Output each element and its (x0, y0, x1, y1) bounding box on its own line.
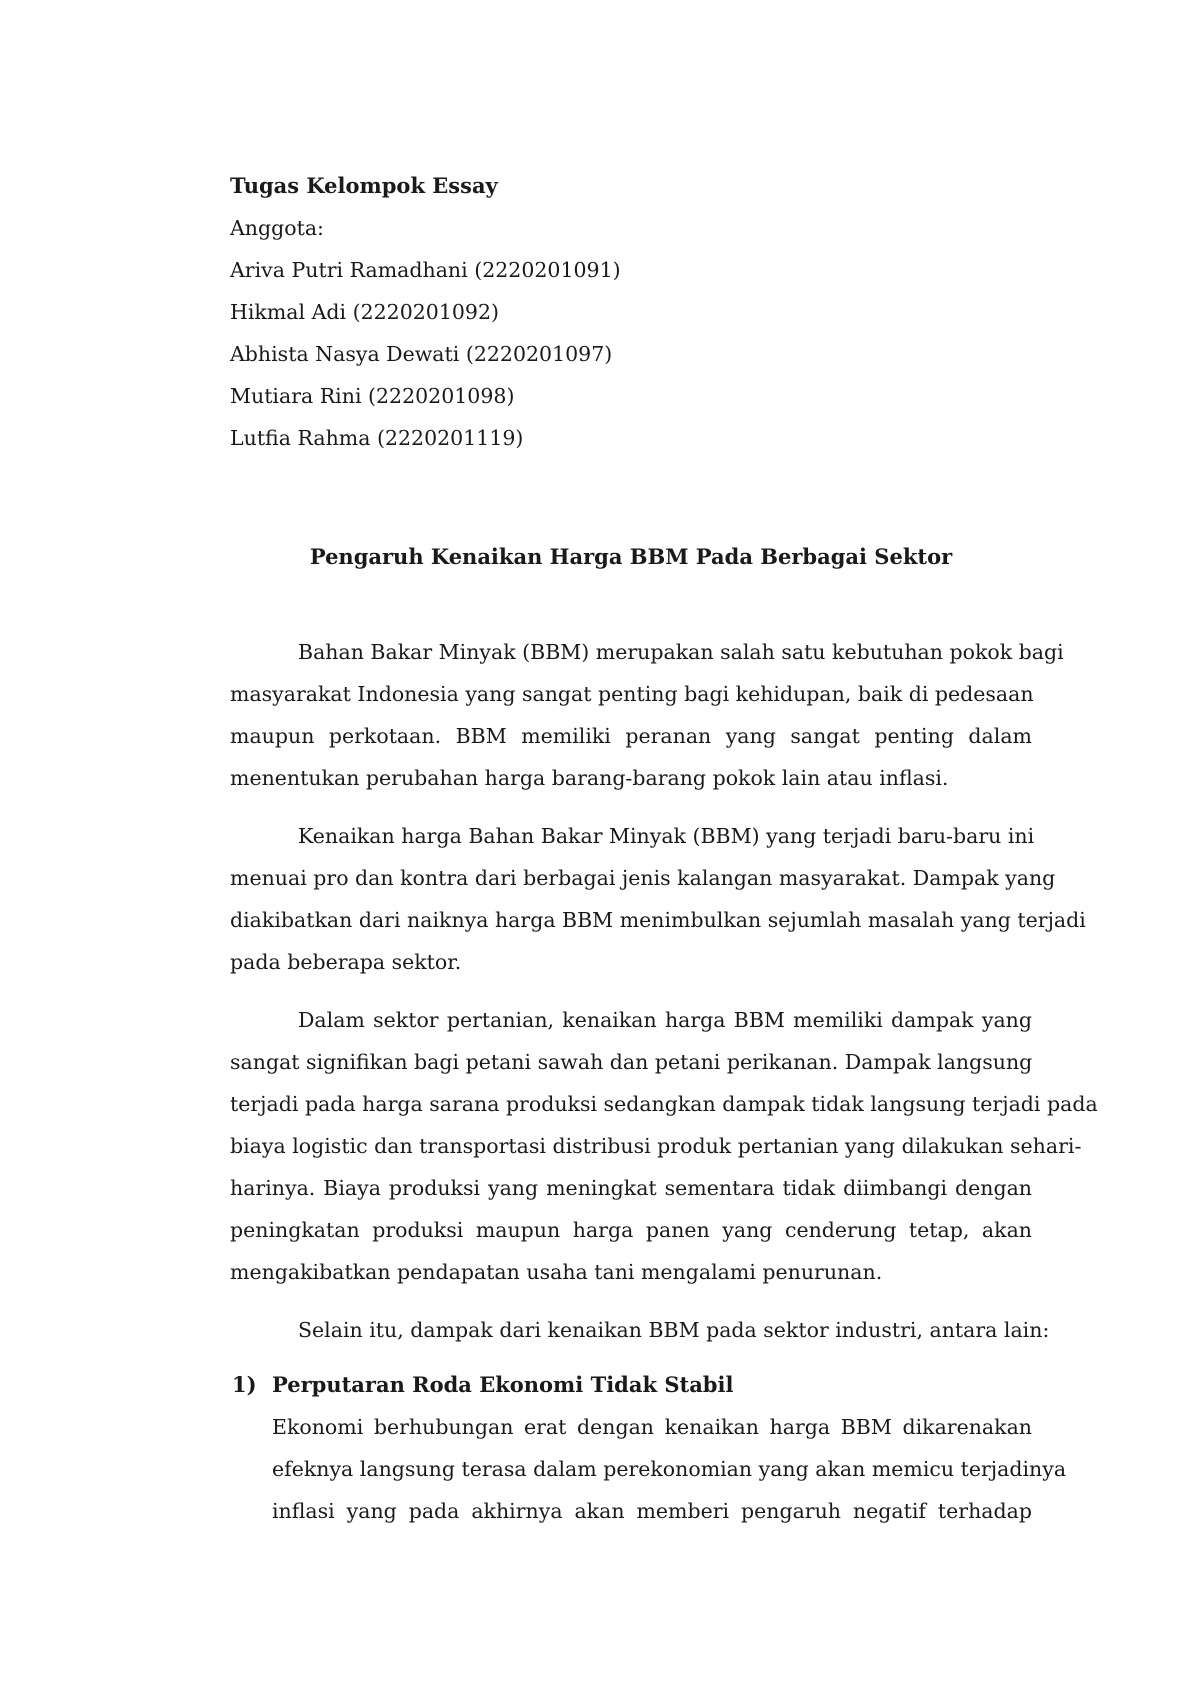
list-item-title: Perputaran Roda Ekonomi Tidak Stabil (272, 1372, 734, 1397)
paragraph-line: harinya. Biaya produksi yang meningkat sementara tidak diimbangi dengan (230, 1176, 1032, 1200)
paragraph-line: Ekonomi berhubungan erat dengan kenaikan harga BBM dikarenakan (272, 1415, 1032, 1439)
paragraph-line: terjadi pada harga sarana produksi sedangkan dampak tidak langsung terjadi pada (230, 1092, 1098, 1116)
paragraph-line: Kenaikan harga Bahan Bakar Minyak (BBM) yang terjadi baru-baru ini (298, 824, 1035, 848)
paragraph-line: maupun perkotaan. BBM memiliki peranan yang sangat penting dalam (230, 724, 1032, 748)
member-name: Ariva Putri Ramadhani (2220201091) (230, 258, 621, 282)
paragraph-line: Dalam sektor pertanian, kenaikan harga BBM memiliki dampak yang (298, 1008, 1032, 1032)
list-item-body (272, 1406, 1067, 1532)
paragraph-line: diakibatkan dari naiknya harga BBM menimbulkan sejumlah masalah yang terjadi (230, 908, 1086, 932)
paragraph-line: masyarakat Indonesia yang sangat penting bagi kehidupan, baik di pedesaan (230, 682, 1034, 706)
paragraph-line: menentukan perubahan harga barang-barang pokok lain atau inflasi. (230, 766, 949, 790)
paragraph-line: menuai pro dan kontra dari berbagai jenis kalangan masyarakat. Dampak yang (230, 866, 1056, 890)
member-name: Mutiara Rini (2220201098) (230, 384, 515, 408)
paragraph (230, 1309, 1050, 1351)
paragraph-line: Selain itu, dampak dari kenaikan BBM pada sektor industri, antara lain: (298, 1318, 1050, 1342)
paragraph-line: pada beberapa sektor. (230, 950, 462, 974)
essay-title: Pengaruh Kenaikan Harga BBM Pada Berbagai Sektor (309, 544, 953, 569)
paragraph-line: peningkatan produksi maupun harga panen yang cenderung tetap, akan (230, 1218, 1032, 1242)
paragraph-line: Bahan Bakar Minyak (BBM) merupakan salah satu kebutuhan pokok bagi (298, 640, 1064, 664)
member-name: Lutfia Rahma (2220201119) (230, 426, 524, 450)
paragraph-line: efeknya langsung terasa dalam perekonomian yang akan memicu terjadinya (272, 1457, 1067, 1481)
assignment-title: Tugas Kelompok Essay (230, 173, 498, 198)
paragraph-line: sangat signifikan bagi petani sawah dan petani perikanan. Dampak langsung (230, 1050, 1033, 1074)
header-block (230, 165, 1032, 459)
paragraph-line: inflasi yang pada akhirnya akan memberi pengaruh negatif terhadap (272, 1499, 1032, 1523)
member-name: Hikmal Adi (2220201092) (230, 300, 500, 324)
list-marker: 1) (232, 1372, 257, 1397)
paragraph-line: mengakibatkan pendapatan usaha tani mengalami penurunan. (230, 1260, 883, 1284)
paragraph (230, 815, 1086, 983)
paragraph (230, 999, 1098, 1293)
paragraph-line: biaya logistic dan transportasi distribusi produk pertanian yang dilakukan sehari- (230, 1134, 1082, 1158)
members-label: Anggota: (230, 216, 324, 240)
paragraph (230, 631, 1064, 799)
member-name: Abhista Nasya Dewati (2220201097) (230, 342, 613, 366)
